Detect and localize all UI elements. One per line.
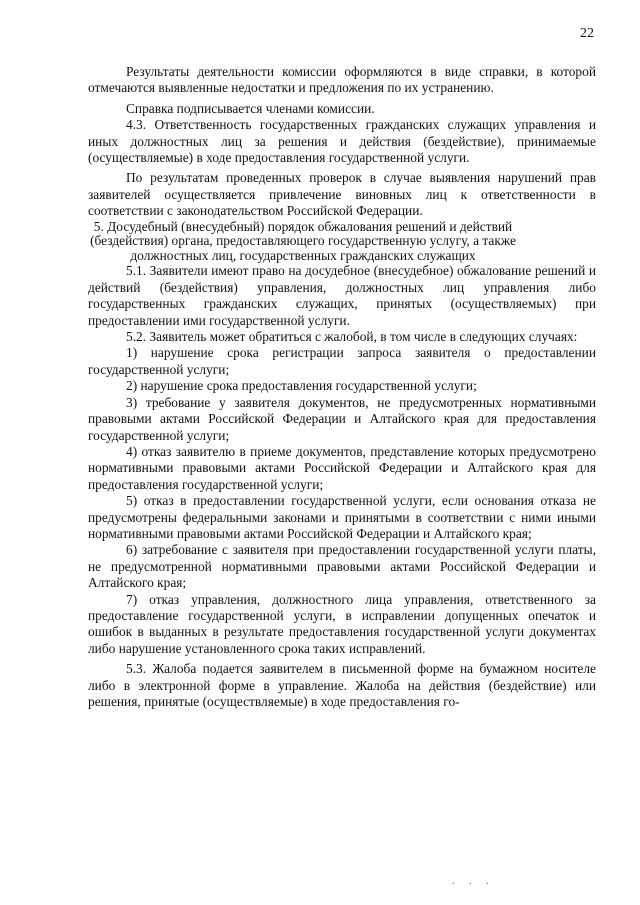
paragraph-5-2: 5.2. Заявитель может обратиться с жалобой, в том числе в следующих случаях: xyxy=(126,329,578,345)
paragraph-4-3: 4.3. Ответственность государственных гражданских служащих управления и иных должностных лиц за решения и действия (бездействие), принимаемые (осуществляемые) в ходе предоставления государственной услуги. xyxy=(88,117,596,166)
paragraph-signed: Справка подписывается членами комиссии. xyxy=(126,100,375,116)
paragraph-5-3: 5.3. Жалоба подается заявителем в письменной форме на бумажном носителе либо в электронной форме в управление. Жалоба на действия (бездействие) или решения, принятые (осуществляемые) в ходе предоставления го- xyxy=(88,661,596,709)
list-item-2: 2) нарушение срока предоставления государственной услуги; xyxy=(126,378,477,394)
paragraph-results: Результаты деятельности комиссии оформляются в виде справки, в которой отмечаются выявленные недостатки и предложения по их устранению. xyxy=(88,64,596,96)
list-item-5: 5) отказ в предоставлении государственной услуги, если основания отказа не предусмотрены федеральными законами и принятыми в соответствии с ними иными нормативными правовыми актами Российской Федерации и Алтайского края; xyxy=(88,493,596,541)
list-item-4: 4) отказ заявителю в приеме документов, представление которых предусмотрено нормативными правовыми актами Российской Федерации и Алтайского края для предоставления государственной услуги; xyxy=(88,443,596,492)
section-heading: 5. Досудебный (внесудебный) порядок обжалования решений и действий (бездействия) органа, предоставляющего государственную услугу, а также должностных лиц, государственных гражданских служащих xyxy=(90,218,516,263)
scan-marks: . . . xyxy=(452,876,495,887)
list-item-3: 3) требование у заявителя документов, не предусмотренных нормативными правовыми актами Российской Федерации и Алтайского края для предоставления государственной услуги; xyxy=(88,394,596,443)
page-number: 22 xyxy=(580,26,594,41)
list-item-1: 1) нарушение срока регистрации запроса заявителя о предоставлении государственной услуги; xyxy=(88,345,596,377)
list-item-7: 7) отказ управления, должностного лица управления, ответственного за предоставление государственной услуги, в исправлении допущенных опечаток и ошибок в выданных в результате предоставления государственной услуги документах либо нарушение установленного срока таких исправлений. xyxy=(88,591,596,656)
document-body xyxy=(88,64,596,710)
paragraph-violations: По результатам проведенных проверок в случае выявления нарушений прав заявителей осуществляется привлечение виновных лиц к ответственности в соответствии с законодательством Российской Федерации. xyxy=(88,170,596,219)
list-item-6: 6) затребование с заявителя при предоставлении государственной услуги платы, не предусмотренной нормативными правовыми актами Российской Федерации и Алтайского края; xyxy=(88,542,596,591)
paragraph-5-1: 5.1. Заявители имеют право на досудебное (внесудебное) обжалование решений и действий (бездействия) управления, должностных лиц управления либо государственных гражданских служащих, принятых (осуществляемых) при предоставлении ими государственной услуги. xyxy=(88,263,596,328)
